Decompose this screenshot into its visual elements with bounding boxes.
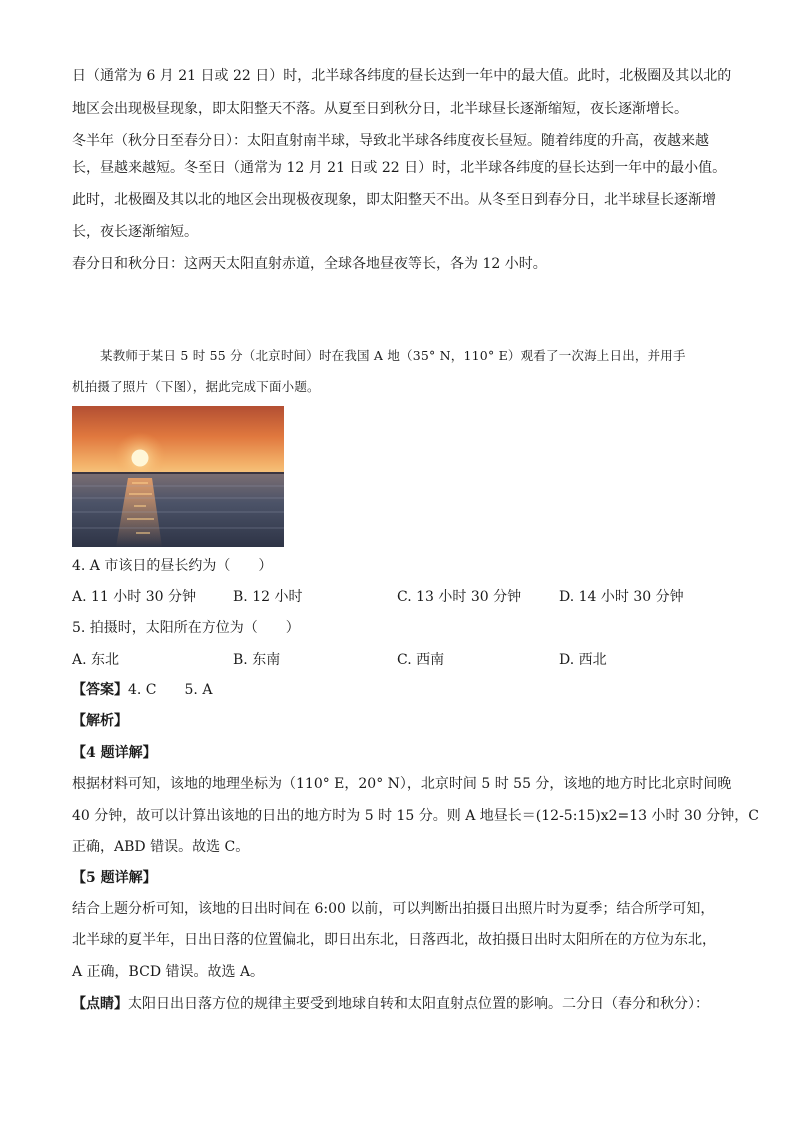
passage-line: 长，昼越来越短。冬至日（通常为 12 月 21 日或 22 日）时，北半球各纬度的昼长达到一年中的最小值。 (72, 160, 727, 176)
material-line: 机拍摄了照片（下图），据此完成下面小题。 (72, 379, 320, 394)
detail-5-line: 北半球的夏半年，日出日落的位置偏北，即日出东北，日落西北，故拍摄日出时太阳所在的方位为东北， (72, 932, 716, 948)
detail-4-tag: 【4 题详解】 (72, 745, 157, 761)
q5-option-d: D. 西北 (559, 652, 607, 668)
passage-line: 此时，北极圈及其以北的地区会出现极夜现象，即太阳整天不出。从冬至日到春分日，北半球昼长逐渐增 (72, 192, 716, 208)
answer-line (72, 680, 732, 700)
sunrise-photo (72, 406, 284, 547)
q5-option-b: B. 东南 (233, 652, 281, 668)
passage-line: 日（通常为 6 月 21 日或 22 日）时，北半球各纬度的昼长达到一年中的最大值。此时，北极圈及其以北的 (72, 68, 732, 84)
detail-4-heading (72, 743, 732, 763)
analysis-tag: 【解析】 (72, 713, 128, 729)
detail-4-line: 根据材料可知，该地的地理坐标为（110° E，20° N），北京时间 5 时 55 分，该地的地方时比北京时间晚 (72, 776, 732, 792)
passage-line: 冬半年（秋分日至春分日）：太阳直射南半球，导致北半球各纬度夜长昼短。随着纬度的升高，夜越来越 (72, 133, 709, 149)
q4-option-a: A. 11 小时 30 分钟 (72, 589, 196, 605)
answer-text: 4. C 5. A (128, 682, 213, 698)
detail-4-line: 40 分钟，故可以计算出该地的日出的地方时为 5 时 15 分。则 A 地昼长＝(12-5:15)x2=13 小时 30 分钟，C (72, 808, 759, 824)
detail-5-line: A 正确，BCD 错误。故选 A。 (72, 964, 265, 980)
analysis-line (72, 711, 732, 731)
tip-text: 太阳日出日落方位的规律主要受到地球自转和太阳直射点位置的影响。二分日（春分和秋分）： (128, 996, 709, 1012)
detail-5-line: 结合上题分析可知，该地的日出时间在 6:00 以前，可以判断出拍摄日出照片时为夏季；结合所学可知， (72, 901, 715, 917)
detail-4-line: 正确，ABD 错误。故选 C。 (72, 839, 250, 855)
passage-line: 地区会出现极昼现象，即太阳整天不落。从夏至日到秋分日，北半球昼长逐渐缩短，夜长逐渐增长。 (72, 101, 688, 117)
passage-line: 长，夜长逐渐缩短。 (72, 224, 198, 240)
tip-tag: 【点睛】 (72, 996, 128, 1012)
answer-tag: 【答案】 (72, 682, 128, 698)
passage-line: 春分日和秋分日：这两天太阳直射赤道，全球各地昼夜等长，各为 12 小时。 (72, 256, 547, 272)
question-4-stem: 4. A 市该日的昼长约为（ ） (72, 558, 273, 574)
q4-option-c: C. 13 小时 30 分钟 (397, 589, 522, 605)
q4-option-b: B. 12 小时 (233, 589, 303, 605)
detail-5-tag: 【5 题详解】 (72, 870, 157, 886)
q5-option-c: C. 西南 (397, 652, 445, 668)
q4-option-d: D. 14 小时 30 分钟 (559, 589, 684, 605)
q5-option-a: A. 东北 (72, 652, 120, 668)
material-line: 某教师于某日 5 时 55 分（北京时间）时在我国 A 地（35° N，110° E）观看了一次海上日出，并用手 (100, 348, 686, 363)
detail-5-heading (72, 868, 732, 888)
question-5-stem: 5. 拍摄时，太阳所在方位为（ ） (72, 620, 300, 636)
tip-line (72, 994, 732, 1014)
